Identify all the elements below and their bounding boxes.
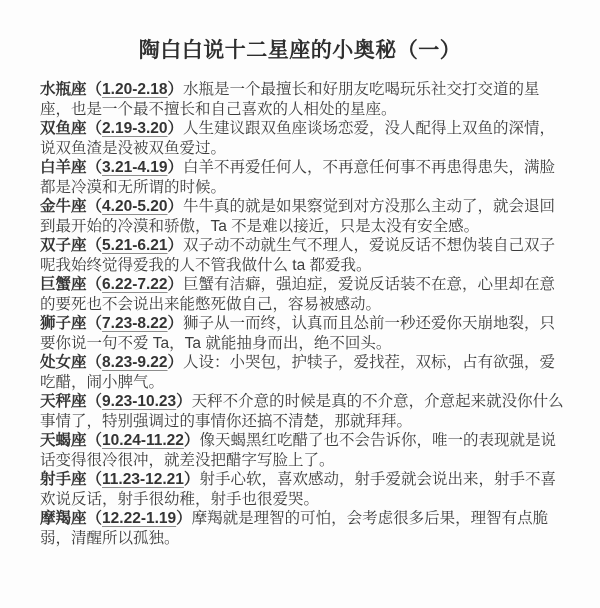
close-paren: ） <box>167 354 184 371</box>
zodiac-sign-name: 天秤座 <box>40 393 87 410</box>
zodiac-entry-head <box>40 159 183 176</box>
open-paren: （ <box>86 237 103 254</box>
open-paren: （ <box>86 159 103 176</box>
close-paren: ） <box>167 159 184 176</box>
zodiac-sign-name: 双鱼座 <box>40 120 87 137</box>
zodiac-date-range: 1.20-2.18 <box>102 81 168 98</box>
zodiac-entry <box>40 431 564 470</box>
zodiac-entry <box>40 314 564 353</box>
open-paren: （ <box>86 315 103 332</box>
close-paren: ） <box>183 432 200 449</box>
close-paren: ） <box>167 81 184 98</box>
zodiac-description: 双子动不动就生气不理人，爱说反话不想伪装自己双子呢我始终觉得爱我的人不管我做什么 ta 都爱我。 <box>40 237 556 274</box>
zodiac-date-range: 11.23-12.21 <box>102 471 184 488</box>
close-paren: ） <box>167 237 184 254</box>
zodiac-sign-name: 巨蟹座 <box>40 276 87 293</box>
zodiac-article <box>0 34 600 608</box>
zodiac-sign-name: 射手座 <box>40 471 87 488</box>
zodiac-entry <box>40 275 564 314</box>
zodiac-entry <box>40 80 564 119</box>
zodiac-entry <box>40 509 564 548</box>
zodiac-sign-name: 白羊座 <box>40 159 87 176</box>
zodiac-description: 巨蟹有洁癖，强迫症，爱说反话装不在意，心里却在意的要死也不会说出来能憋死做自己，容易被感动。 <box>40 276 556 313</box>
open-paren: （ <box>86 81 103 98</box>
zodiac-entry <box>40 470 564 509</box>
zodiac-sign-name: 处女座 <box>40 354 87 371</box>
open-paren: （ <box>86 120 103 137</box>
zodiac-date-range: 2.19-3.20 <box>102 120 168 137</box>
zodiac-sign-name: 双子座 <box>40 237 87 254</box>
zodiac-sign-name: 天蝎座 <box>40 432 87 449</box>
zodiac-entry <box>40 197 564 236</box>
open-paren: （ <box>86 354 103 371</box>
zodiac-date-range: 9.23-10.23 <box>102 393 177 410</box>
zodiac-description: 白羊不再爱任何人，不再意任何事不再患得患失，满脸都是冷漠和无所谓的时候。 <box>40 159 556 196</box>
zodiac-entry-head <box>40 315 183 332</box>
zodiac-entry-head <box>40 81 183 98</box>
close-paren: ） <box>167 198 184 215</box>
zodiac-description: 像天蝎黑红吃醋了也不会告诉你，唯一的表现就是说话变得很冷很冲，就差没把醋字写脸上了。 <box>40 432 556 469</box>
zodiac-date-range: 5.21-6.21 <box>102 237 168 254</box>
zodiac-entry-head <box>40 393 192 410</box>
page-title: 陶白白说十二星座的小奥秘（一） <box>138 39 462 62</box>
open-paren: （ <box>86 276 103 293</box>
zodiac-sign-name: 水瓶座 <box>40 81 87 98</box>
entries-list <box>0 80 600 548</box>
zodiac-description: 人生建议跟双鱼座谈场恋爱，没人配得上双鱼的深情，说双鱼渣是没被双鱼爱过。 <box>40 120 556 157</box>
zodiac-description: 水瓶是一个最擅长和好朋友吃喝玩乐社交打交道的星座，也是一个最不擅长和自己喜欢的人相处的星座。 <box>40 81 540 118</box>
zodiac-entry-head <box>40 237 183 254</box>
zodiac-date-range: 8.23-9.22 <box>102 354 168 371</box>
zodiac-entry <box>40 236 564 275</box>
zodiac-sign-name: 狮子座 <box>40 315 87 332</box>
zodiac-sign-name: 摩羯座 <box>40 510 87 527</box>
zodiac-description: 摩羯就是理智的可怕，会考虑很多后果，理智有点脆弱，清醒所以孤独。 <box>40 510 549 547</box>
zodiac-entry-head <box>40 276 183 293</box>
close-paren: ） <box>176 393 192 410</box>
close-paren: ） <box>176 510 192 527</box>
zodiac-entry-head <box>40 354 183 371</box>
zodiac-date-range: 4.20-5.20 <box>102 198 168 215</box>
zodiac-entry <box>40 119 564 158</box>
open-paren: （ <box>86 510 103 527</box>
zodiac-entry-head <box>40 198 183 215</box>
zodiac-description: 牛牛真的就是如果察觉到对方没那么主动了，就会退回到最开始的冷漠和骄傲，Ta 不是难以接近，只是太没有安全感。 <box>40 198 556 235</box>
zodiac-entry-head <box>40 510 192 527</box>
close-paren: ） <box>167 120 184 137</box>
zodiac-entry <box>40 353 564 392</box>
zodiac-description: 天秤不介意的时候是真的不介意，介意起来就没你什么事情了，特别强调过的事情你还搞不清楚，那就拜拜。 <box>40 393 564 430</box>
zodiac-description: 狮子从一而终，认真而且怂前一秒还爱你天崩地裂，只要你说一句不爱 Ta，Ta 就能抽身而出，绝不回头。 <box>40 315 556 352</box>
zodiac-sign-name: 金牛座 <box>40 198 87 215</box>
zodiac-entry <box>40 158 564 197</box>
zodiac-entry <box>40 392 564 431</box>
close-paren: ） <box>167 276 184 293</box>
zodiac-date-range: 7.23-8.22 <box>102 315 168 332</box>
zodiac-entry-head <box>40 120 183 137</box>
zodiac-entry-head <box>40 432 199 449</box>
zodiac-description: 射手心软，喜欢感动，射手爱就会说出来，射手不喜欢说反话，射手很幼稚，射手也很爱哭。 <box>40 471 556 508</box>
open-paren: （ <box>86 198 103 215</box>
zodiac-description: 人设：小哭包，护犊子，爱找茬，双标，占有欲强，爱吃醋，闹小脾气。 <box>40 354 556 391</box>
close-paren: ） <box>183 471 200 488</box>
zodiac-date-range: 12.22-1.19 <box>102 510 177 527</box>
zodiac-date-range: 6.22-7.22 <box>102 276 168 293</box>
open-paren: （ <box>86 432 103 449</box>
close-paren: ） <box>167 315 184 332</box>
open-paren: （ <box>86 393 103 410</box>
zodiac-date-range: 10.24-11.22 <box>102 432 184 449</box>
zodiac-date-range: 3.21-4.19 <box>102 159 168 176</box>
open-paren: （ <box>86 471 103 488</box>
zodiac-entry-head <box>40 471 199 488</box>
